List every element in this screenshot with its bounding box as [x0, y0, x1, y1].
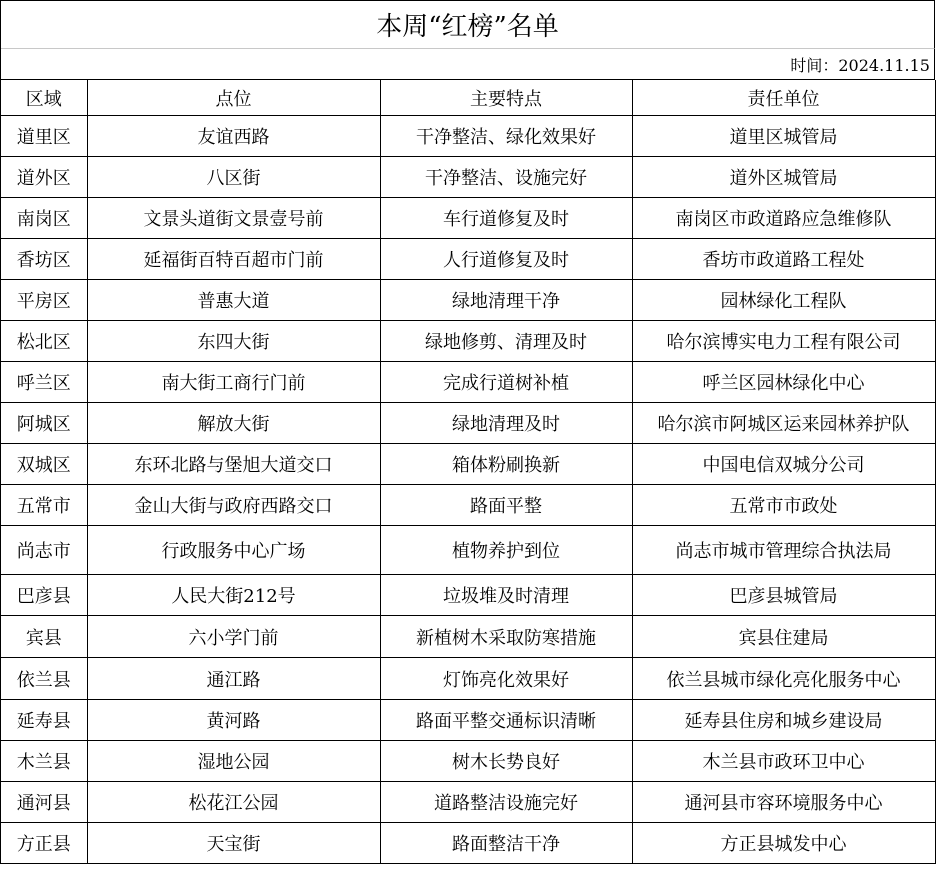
table-row: [1, 575, 935, 616]
cell-region: 呼兰区: [1, 362, 87, 403]
cell-feature: 垃圾堆及时清理: [380, 575, 632, 616]
cell-feature: 树木长势良好: [380, 741, 632, 782]
cell-location: 东四大街: [87, 321, 380, 362]
cell-unit: 方正县城发中心: [632, 823, 935, 864]
table-row: [1, 782, 935, 823]
table-row: [1, 157, 935, 198]
cell-unit: 园林绿化工程队: [632, 280, 935, 321]
title-text: 本周“红榜”名单: [376, 12, 559, 42]
cell-region: 道外区: [1, 157, 87, 198]
cell-feature: 干净整洁、设施完好: [380, 157, 632, 198]
cell-feature: 车行道修复及时: [380, 198, 632, 239]
cell-unit: 尚志市城市管理综合执法局: [632, 526, 935, 575]
cell-unit: 道里区城管局: [632, 116, 935, 157]
cell-unit: 呼兰区园林绿化中心: [632, 362, 935, 403]
cell-unit: 巴彦县城管局: [632, 575, 935, 616]
cell-location: 南大街工商行门前: [87, 362, 380, 403]
cell-unit: 香坊市政道路工程处: [632, 239, 935, 280]
cell-unit: 木兰县市政环卫中心: [632, 741, 935, 782]
table-row: [1, 823, 935, 864]
cell-region: 五常市: [1, 485, 87, 526]
cell-region: 巴彦县: [1, 575, 87, 616]
cell-region: 宾县: [1, 616, 87, 658]
cell-location: 友谊西路: [87, 116, 380, 157]
cell-unit: 中国电信双城分公司: [632, 444, 935, 485]
cell-location: 湿地公园: [87, 741, 380, 782]
table-row: [1, 116, 935, 157]
table-row: [1, 526, 935, 575]
table-row: [1, 658, 935, 700]
cell-region: 平房区: [1, 280, 87, 321]
cell-region: 道里区: [1, 116, 87, 157]
cell-feature: 植物养护到位: [380, 526, 632, 575]
cell-feature: 新植树木采取防寒措施: [380, 616, 632, 658]
cell-location: 普惠大道: [87, 280, 380, 321]
cell-region: 松北区: [1, 321, 87, 362]
cell-unit: 哈尔滨市阿城区运来园林养护队: [632, 403, 935, 444]
cell-region: 香坊区: [1, 239, 87, 280]
cell-location: 黄河路: [87, 700, 380, 741]
cell-region: 通河县: [1, 782, 87, 823]
cell-unit: 五常市市政处: [632, 485, 935, 526]
cell-feature: 路面平整: [380, 485, 632, 526]
cell-region: 方正县: [1, 823, 87, 864]
red-list-table: [1, 80, 936, 864]
header-location: 点位: [87, 80, 380, 116]
table-row: [1, 485, 935, 526]
cell-feature: 完成行道树补植: [380, 362, 632, 403]
header-region: 区域: [1, 80, 87, 116]
table-row: [1, 403, 935, 444]
cell-location: 延福街百特百超市门前: [87, 239, 380, 280]
header-unit: 责任单位: [632, 80, 935, 116]
table-row: [1, 321, 935, 362]
cell-feature: 箱体粉刷换新: [380, 444, 632, 485]
table-header-row: [1, 80, 935, 116]
cell-region: 南岗区: [1, 198, 87, 239]
cell-location: 六小学门前: [87, 616, 380, 658]
cell-feature: 绿地修剪、清理及时: [380, 321, 632, 362]
cell-region: 尚志市: [1, 526, 87, 575]
cell-feature: 干净整洁、绿化效果好: [380, 116, 632, 157]
table-row: [1, 444, 935, 485]
cell-location: 金山大街与政府西路交口: [87, 485, 380, 526]
cell-feature: 道路整洁设施完好: [380, 782, 632, 823]
header-feature: 主要特点: [380, 80, 632, 116]
table-row: [1, 616, 935, 658]
cell-feature: 路面整洁干净: [380, 823, 632, 864]
cell-location: 人民大街212号: [87, 575, 380, 616]
cell-feature: 路面平整交通标识清晰: [380, 700, 632, 741]
cell-unit: 哈尔滨博实电力工程有限公司: [632, 321, 935, 362]
cell-unit: 延寿县住房和城乡建设局: [632, 700, 935, 741]
cell-feature: 绿地清理及时: [380, 403, 632, 444]
table-row: [1, 198, 935, 239]
cell-unit: 宾县住建局: [632, 616, 935, 658]
cell-location: 文景头道街文景壹号前: [87, 198, 380, 239]
date-label: 时间：2024.11.15: [790, 55, 930, 75]
table-row: [1, 280, 935, 321]
table-row: [1, 239, 935, 280]
date-row: [1, 49, 935, 80]
cell-location: 东环北路与堡旭大道交口: [87, 444, 380, 485]
cell-region: 双城区: [1, 444, 87, 485]
cell-feature: 人行道修复及时: [380, 239, 632, 280]
cell-region: 延寿县: [1, 700, 87, 741]
cell-feature: 绿地清理干净: [380, 280, 632, 321]
cell-location: 松花江公园: [87, 782, 380, 823]
table-row: [1, 741, 935, 782]
cell-unit: 南岗区市政道路应急维修队: [632, 198, 935, 239]
page-title: [1, 1, 935, 49]
table-row: [1, 700, 935, 741]
cell-location: 行政服务中心广场: [87, 526, 380, 575]
cell-location: 天宝街: [87, 823, 380, 864]
cell-region: 依兰县: [1, 658, 87, 700]
cell-location: 解放大街: [87, 403, 380, 444]
cell-feature: 灯饰亮化效果好: [380, 658, 632, 700]
cell-location: 八区街: [87, 157, 380, 198]
cell-unit: 通河县市容环境服务中心: [632, 782, 935, 823]
table-row: [1, 362, 935, 403]
cell-unit: 依兰县城市绿化亮化服务中心: [632, 658, 935, 700]
cell-region: 木兰县: [1, 741, 87, 782]
cell-region: 阿城区: [1, 403, 87, 444]
cell-location: 通江路: [87, 658, 380, 700]
cell-unit: 道外区城管局: [632, 157, 935, 198]
